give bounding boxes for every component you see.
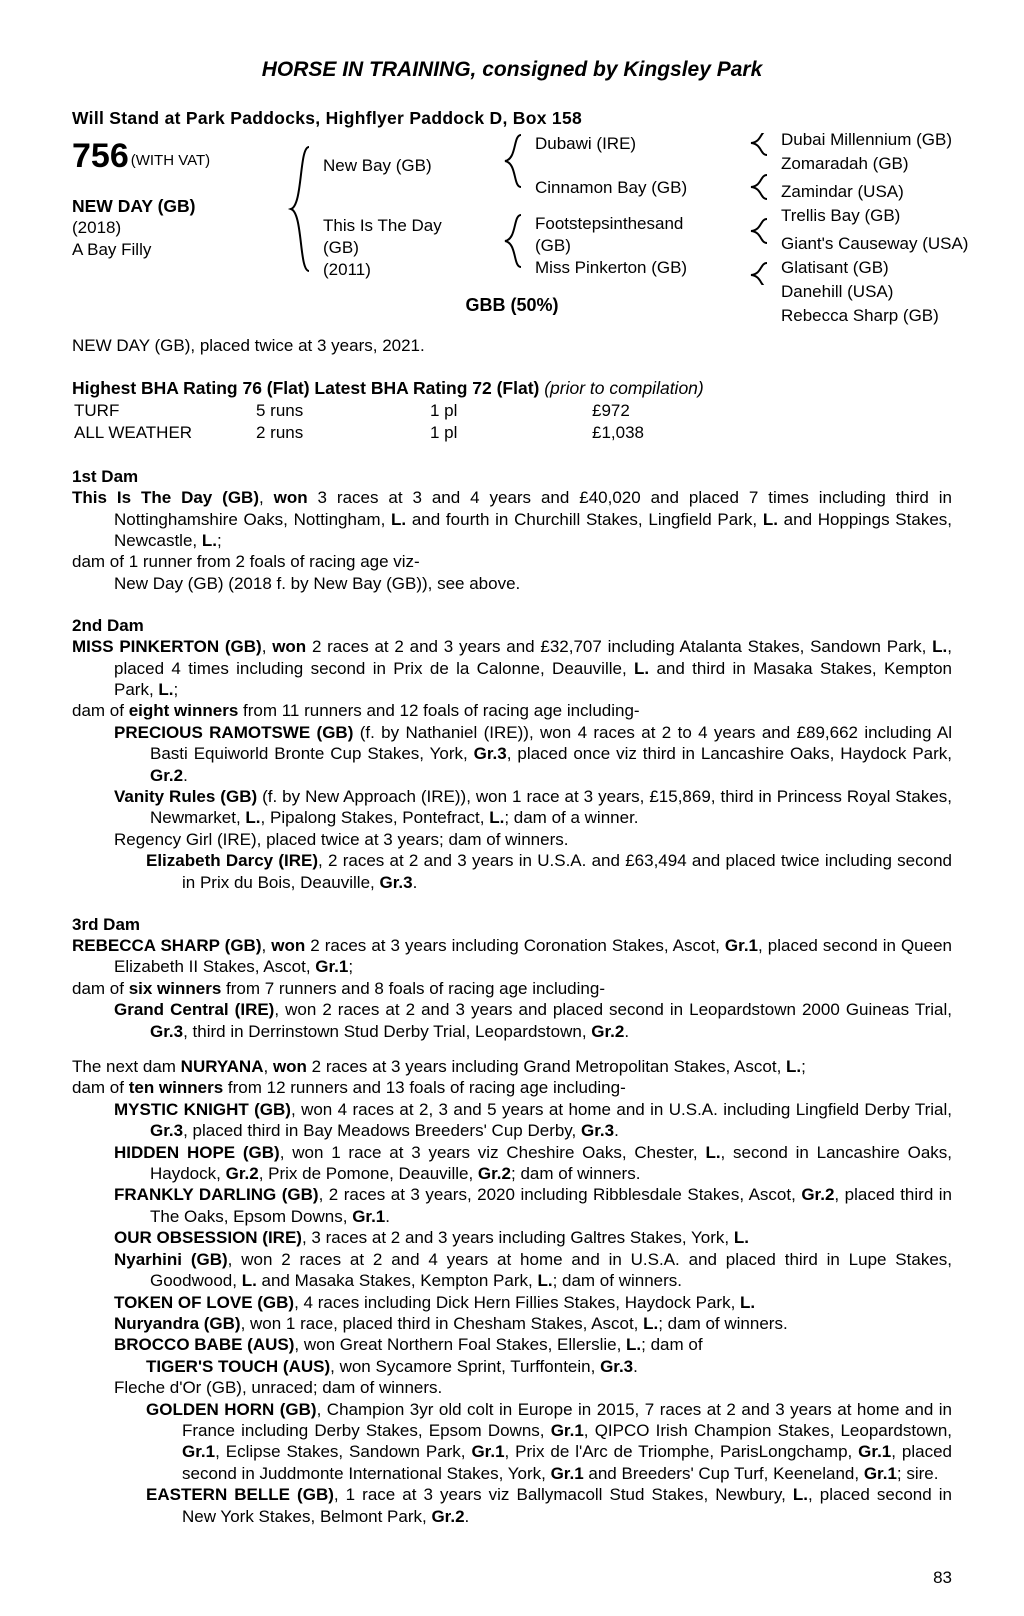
progeny-text3: .	[183, 765, 188, 785]
progeny-name: PRECIOUS RAMOTSWE (GB)	[114, 722, 354, 742]
lot-vat-note: (WITH VAT)	[130, 152, 211, 169]
first-dam-body3: and Hoppings Stakes, Newcastle,	[114, 509, 952, 550]
brace-icon	[747, 133, 773, 285]
list-item	[72, 1292, 952, 1313]
generation-2	[313, 133, 501, 285]
progeny-text3: .	[385, 1206, 391, 1226]
list-item	[72, 1334, 952, 1355]
list-item	[72, 1099, 952, 1142]
third-dam-body2: , placed second in Queen Elizabeth II Stakes, Ascot,	[114, 936, 952, 977]
progeny-grade2: L.	[489, 808, 505, 828]
second-dam-body2: , placed 4 times including second in Prix de la Calonne, Deauville,	[114, 637, 953, 678]
third-dam-grade1: Gr.1	[724, 936, 759, 955]
progeny-grade2: Gr.2	[150, 765, 184, 785]
progeny-text1: , won 1 race at 3 years viz Cheshire Oaks, Chester,	[279, 1142, 706, 1162]
progeny-text4: , Prix de l'Arc de Triomphe, ParisLongchamp,	[504, 1442, 859, 1462]
lot-number: 756	[72, 137, 129, 175]
second-dam-body3: and third in Masaka Stakes, Kempton Park,	[114, 658, 953, 699]
first-dam-l3: L.	[201, 530, 217, 550]
brace-icon	[287, 133, 313, 285]
second-dam-heading: 2nd Dam	[72, 616, 144, 636]
progeny-text2: , placed once viz third in Lancashire Oaks, Haydock Park,	[506, 744, 953, 764]
third-dam-won: won	[271, 936, 306, 955]
progeny-text2: , placed third in Bay Meadows Breeders' Cup Derby,	[183, 1121, 581, 1141]
progeny-text1: , 3 races at 2 and 3 years including Galtres Stakes, York,	[301, 1228, 734, 1248]
progeny-text1: , 2 races at 2 and 3 years in U.S.A. and £63,494 and placed twice including second in Prix du Bois, Deauville,	[182, 851, 952, 892]
progeny-grade4: Gr.1	[858, 1442, 892, 1462]
damof-post: from 7 runners and 8 foals of racing age including-	[221, 978, 605, 998]
damof-count: ten winners	[128, 1078, 224, 1098]
table-row	[74, 423, 644, 443]
progeny-text1: (f. by New Approach (IRE)), won 1 race at 3 years, £15,869, third in Princess Royal Stakes, Newmarket,	[150, 786, 953, 828]
dam-dam-name: Miss Pinkerton (GB)	[535, 258, 688, 277]
g4-4: Trellis Bay (GB)	[781, 206, 901, 225]
next-dam-mid: ,	[263, 1057, 273, 1077]
progeny-text6: and Breeders' Cup Turf, Keeneland,	[583, 1463, 864, 1483]
progeny-name: Nuryandra (GB)	[114, 1313, 241, 1333]
progeny-grade1: L.	[626, 1335, 642, 1355]
progeny-name: HIDDEN HOPE (GB)	[114, 1142, 280, 1162]
progeny-text3: .	[614, 1121, 619, 1141]
progeny-grade5: Gr.1	[550, 1463, 584, 1483]
progeny-name: TOKEN OF LOVE (GB)	[114, 1292, 295, 1312]
third-dam-body1: 2 races at 3 years including Coronation Stakes, Ascot,	[305, 936, 725, 955]
list-item	[72, 1184, 952, 1227]
damof-pre: dam of	[72, 701, 129, 721]
gbb-badge: GBB (50%)	[465, 295, 559, 315]
progeny-text2: , placed third in The Oaks, Epsom Downs,	[150, 1185, 952, 1226]
progeny-text3: ; dam of a winner.	[504, 808, 639, 828]
progeny-grade1: Gr.3	[150, 1121, 184, 1141]
list-item	[72, 1399, 952, 1485]
standing-location: Will Stand at Park Paddocks, Highflyer Paddock D, Box 158	[72, 108, 583, 128]
list-item	[72, 1227, 952, 1248]
progeny-grade2: Gr.1	[352, 1206, 386, 1226]
progeny-name: OUR OBSESSION (IRE)	[114, 1228, 302, 1248]
runs-turf: 5 runs	[256, 401, 304, 420]
progeny-grade1: L.	[740, 1292, 756, 1312]
progeny-text5: , placed second in Juddmonte International Stakes, York,	[182, 1442, 952, 1483]
brace-icon	[501, 133, 527, 285]
sire-dam-name: Cinnamon Bay (GB)	[535, 178, 688, 197]
progeny-grade1: L.	[241, 1271, 257, 1291]
page-header-title: HORSE IN TRAINING, consigned by Kingsley Park	[261, 58, 763, 81]
progeny-text3: , Eclipse Stakes, Sandown Park,	[215, 1442, 472, 1462]
third-dam-damof	[72, 978, 952, 999]
second-dam-paragraph: MISS PINKERTON (GB), won 2 races at 2 and 3 years and £32,707 including Atalanta Stakes, Sandown Park, L., placed 4 times including second in Prix de la Calonne, Deauville, L. and third in Masaka Stakes, Kempton Park, L.;	[72, 637, 953, 699]
progeny-name: TIGER'S TOUCH (AUS)	[146, 1356, 331, 1376]
progeny-text1: , won Great Northern Foal Stakes, Ellerslie,	[294, 1335, 627, 1355]
progeny-grade1: Gr.3	[600, 1356, 634, 1376]
progeny-name: GOLDEN HORN (GB)	[146, 1399, 317, 1419]
third-dam-name: REBECCA SHARP (GB)	[72, 936, 262, 955]
progeny-grade1: L.	[733, 1228, 749, 1248]
table-row	[74, 401, 644, 421]
third-dam-body3: ;	[348, 957, 354, 977]
first-dam-body2: and fourth in Churchill Stakes, Lingfield Park,	[406, 509, 763, 529]
bha-ratings-headline: Highest BHA Rating 76 (Flat) Latest BHA Rating 72 (Flat)	[72, 378, 540, 398]
g4-5: Giant's Causeway (USA)	[781, 234, 969, 253]
next-dam-paragraph	[72, 1056, 952, 1077]
places-turf: 1 pl	[430, 401, 458, 420]
sire-name: New Bay (GB)	[323, 156, 432, 175]
second-dam-won: won	[272, 637, 307, 657]
second-dam-name: MISS PINKERTON (GB)	[72, 637, 262, 657]
progeny-text3: .	[464, 1506, 470, 1526]
progeny-text1: , Champion 3yr old colt in Europe in 2015, 7 races at 2 and 3 years at home and in France including Derby Stakes, Epsom Downs,	[182, 1399, 952, 1440]
second-dam-l2: L.	[634, 658, 650, 678]
lot-number-row	[72, 139, 287, 173]
next-dam-intro: The next dam	[72, 1057, 181, 1077]
progeny-name: MYSTIC KNIGHT (GB)	[114, 1099, 291, 1119]
list-item	[72, 850, 952, 893]
second-dam-damof	[72, 700, 952, 721]
progeny-grade1: L.	[643, 1313, 659, 1333]
third-dam-grade2: Gr.1	[315, 957, 349, 977]
runs-all-weather: 2 runs	[256, 423, 304, 443]
damof-post: from 12 runners and 13 foals of racing age including-	[223, 1078, 626, 1098]
brace-gen2	[501, 133, 527, 285]
third-dam-heading: 3rd Dam	[72, 915, 141, 934]
progeny-grade1: Gr.2	[801, 1185, 835, 1205]
next-dam-damof	[72, 1077, 952, 1098]
next-dam-l1: L.	[786, 1057, 802, 1077]
progeny-name: Nyarhini (GB)	[114, 1249, 228, 1269]
progeny-grade2: Gr.3	[581, 1121, 615, 1141]
progeny-text2: , second in Lancashire Oaks, Haydock,	[150, 1142, 952, 1184]
progeny-text2: , Pipalong Stakes, Pontefract,	[260, 808, 490, 828]
horse-year: (2018)	[72, 218, 122, 238]
dam-name-line2: (GB)	[323, 237, 359, 257]
second-dam-l3: L.	[158, 679, 174, 699]
progeny-grade6: Gr.1	[863, 1463, 897, 1483]
list-item	[72, 1313, 952, 1334]
second-dam-body4: ;	[173, 679, 179, 699]
g4-1: Dubai Millennium (GB)	[781, 130, 952, 149]
progeny-grade2: Gr.2	[591, 1021, 625, 1041]
progeny-grade2: L.	[537, 1271, 553, 1291]
page-number: 83	[933, 1568, 952, 1587]
earnings-turf: £972	[592, 401, 630, 420]
progeny-grade2: Gr.2	[431, 1506, 465, 1526]
progeny-text1: , won 2 races at 2 and 3 years and placed second in Leopardstown 2000 Guineas Trial,	[274, 1000, 953, 1020]
progeny-text1: , won 2 races at 2 and 4 years at home and in U.S.A. and placed third in Lupe Stakes, Goodwood,	[150, 1249, 953, 1291]
progeny-grade1: L.	[792, 1485, 808, 1505]
progeny-text4: ; dam of winners.	[511, 1164, 641, 1184]
progeny-text2: .	[633, 1356, 638, 1376]
dam-sire-line1: Footstepsinthesand	[535, 214, 684, 233]
sire-sire-name: Dubawi (IRE)	[535, 134, 637, 153]
list-item	[72, 1249, 952, 1292]
third-dam-paragraph: REBECCA SHARP (GB), won 2 races at 3 years including Coronation Stakes, Ascot, Gr.1, placed second in Queen Elizabeth II Stakes, Ascot, Gr.1;	[72, 936, 952, 977]
first-dam-l1: L.	[391, 509, 407, 529]
surface-all-weather: ALL WEATHER	[74, 423, 193, 443]
damof-pre: dam of	[72, 1078, 129, 1098]
damof-count: six winners	[128, 978, 222, 998]
list-item	[72, 999, 952, 1042]
dam-name-line3: (2011)	[323, 259, 371, 279]
first-dam-heading: 1st Dam	[72, 467, 139, 487]
list-item: Regency Girl (IRE), placed twice at 3 years; dam of winners.	[114, 829, 569, 849]
progeny-name: BROCCO BABE (AUS)	[114, 1335, 295, 1355]
progeny-grade3: Gr.2	[477, 1164, 511, 1184]
damof-post: from 11 runners and 12 foals of racing age including-	[238, 701, 640, 721]
g4-7: Danehill (USA)	[781, 282, 894, 301]
second-dam-body1: 2 races at 2 and 3 years and £32,707 including Atalanta Stakes, Sandown Park,	[306, 637, 933, 657]
first-dam-l2: L.	[762, 509, 778, 529]
first-dam-body4: ;	[216, 530, 222, 550]
next-dam-name: NURYANA	[180, 1057, 264, 1077]
list-item	[72, 786, 952, 829]
dam-name	[323, 215, 442, 280]
g4-3: Zamindar (USA)	[781, 182, 904, 201]
second-dam-l1: L.	[932, 637, 948, 657]
progeny-text1: , won 1 race, placed third in Chesham Stakes, Ascot,	[240, 1313, 644, 1333]
progeny-text1: , won 4 races at 2, 3 and 5 years at home and in U.S.A. including Lingfield Derby Trial,	[290, 1099, 952, 1119]
g4-8: Rebecca Sharp (GB)	[781, 306, 939, 325]
progeny-text1: , 1 race at 3 years viz Ballymacoll Stud Stakes, Newbury,	[333, 1485, 793, 1505]
progeny-grade2: Gr.2	[225, 1164, 259, 1184]
bha-ratings-note: (prior to compilation)	[544, 378, 704, 398]
first-dam-won: won	[273, 488, 308, 508]
progeny-text2: , QIPCO Irish Champion Stakes, Leopardstown,	[583, 1420, 952, 1440]
next-dam-won: won	[272, 1057, 307, 1077]
generation-3	[527, 133, 747, 285]
progeny-name: Vanity Rules (GB)	[114, 786, 258, 806]
progeny-grade1: L.	[705, 1142, 721, 1162]
first-dam-body1: 3 races at 3 and 4 years and £40,020 and placed 7 times including third in Nottinghamshire Oaks, Nottingham,	[114, 488, 952, 529]
g4-2: Zomaradah (GB)	[781, 154, 909, 173]
first-dam-paragraph: This Is The Day (GB), won 3 races at 3 and 4 years and £40,020 and placed 7 times including third in Nottinghamshire Oaks, Nottingham, L. and fourth in Churchill Stakes, Lingfield Park, L. and Hoppings Stakes, Newcastle, L.;	[72, 488, 952, 550]
progeny-text1: (f. by Nathaniel (IRE)), won 4 races at 2 to 4 years and £89,662 including Al Basti Equiworld Bronte Cup Stakes, York,	[150, 722, 952, 764]
page-content	[72, 108, 969, 1527]
runs-table	[72, 399, 646, 445]
progeny-text2: ; dam of winners.	[658, 1313, 788, 1333]
progeny-text3: .	[624, 1021, 630, 1041]
list-item	[72, 1356, 952, 1377]
earnings-all-weather: £1,038	[592, 423, 644, 443]
brace-gen3	[747, 133, 773, 285]
horse-name: NEW DAY (GB)	[72, 196, 196, 216]
first-dam-name: This Is The Day (GB)	[72, 488, 259, 508]
progeny-text2: .	[412, 872, 418, 892]
progeny-text1: , won Sycamore Sprint, Turffontein,	[330, 1356, 601, 1376]
first-dam-damline: dam of 1 runner from 2 foals of racing age viz-	[72, 552, 420, 572]
damof-count: eight winners	[128, 701, 239, 721]
progeny-text2: ; dam of	[641, 1335, 703, 1355]
progeny-grade1: Gr.3	[150, 1021, 184, 1041]
progeny-text1: , 2 races at 3 years, 2020 including Ribblesdale Stakes, Ascot,	[318, 1185, 802, 1205]
progeny-grade1: Gr.1	[550, 1420, 584, 1440]
progeny-name: Elizabeth Darcy (IRE)	[146, 851, 319, 871]
generation-4	[773, 130, 1024, 325]
dam-name-line1: This Is The Day	[323, 216, 442, 235]
places-all-weather: 1 pl	[430, 423, 458, 443]
next-dam-post2: ;	[801, 1057, 806, 1077]
progeny-grade3: Gr.1	[471, 1442, 505, 1462]
progeny-grade1: Gr.3	[379, 872, 413, 892]
progeny-text3: , Prix de Pomone, Deauville,	[258, 1164, 478, 1184]
first-dam-progeny: New Day (GB) (2018 f. by New Bay (GB)), see above.	[114, 573, 521, 593]
progeny-text1: , 4 races including Dick Hern Fillies Stakes, Haydock Park,	[294, 1292, 741, 1312]
damof-pre: dam of	[72, 978, 129, 998]
list-item	[72, 1142, 952, 1185]
progeny-name: Grand Central (IRE)	[114, 1000, 275, 1020]
list-item	[72, 1484, 952, 1527]
list-item: Fleche d'Or (GB), unraced; dam of winners.	[114, 1378, 443, 1398]
progeny-text2: , placed second in New York Stakes, Belmont Park,	[182, 1485, 952, 1526]
progeny-text3: ; dam of winners.	[552, 1271, 683, 1291]
progeny-text7: ; sire.	[896, 1463, 939, 1483]
progeny-text2: , third in Derrinstown Stud Derby Trial, Leopardstown,	[183, 1021, 592, 1041]
progeny-grade1: Gr.3	[473, 744, 507, 764]
progeny-name: EASTERN BELLE (GB)	[146, 1485, 334, 1505]
catalogue-page	[0, 58, 1024, 1616]
surface-turf: TURF	[74, 401, 120, 420]
g4-6: Glatisant (GB)	[781, 258, 889, 277]
bha-ratings	[72, 378, 952, 399]
lot-info	[72, 133, 287, 285]
list-item	[72, 722, 952, 786]
progeny-name: FRANKLY DARLING (GB)	[114, 1185, 319, 1205]
brace-gen1	[287, 133, 313, 285]
progeny-grade1: L.	[245, 808, 261, 828]
dam-sire-line2: (GB)	[535, 235, 571, 255]
horse-description: A Bay Filly	[72, 240, 152, 260]
horse-summary: NEW DAY (GB), placed twice at 3 years, 2021.	[72, 336, 425, 355]
next-dam-post1: 2 races at 3 years including Grand Metropolitan Stakes, Ascot,	[306, 1057, 787, 1077]
dam-sire-name	[535, 213, 683, 257]
progeny-grade2: Gr.1	[182, 1442, 216, 1462]
progeny-text2: and Masaka Stakes, Kempton Park,	[256, 1271, 538, 1291]
